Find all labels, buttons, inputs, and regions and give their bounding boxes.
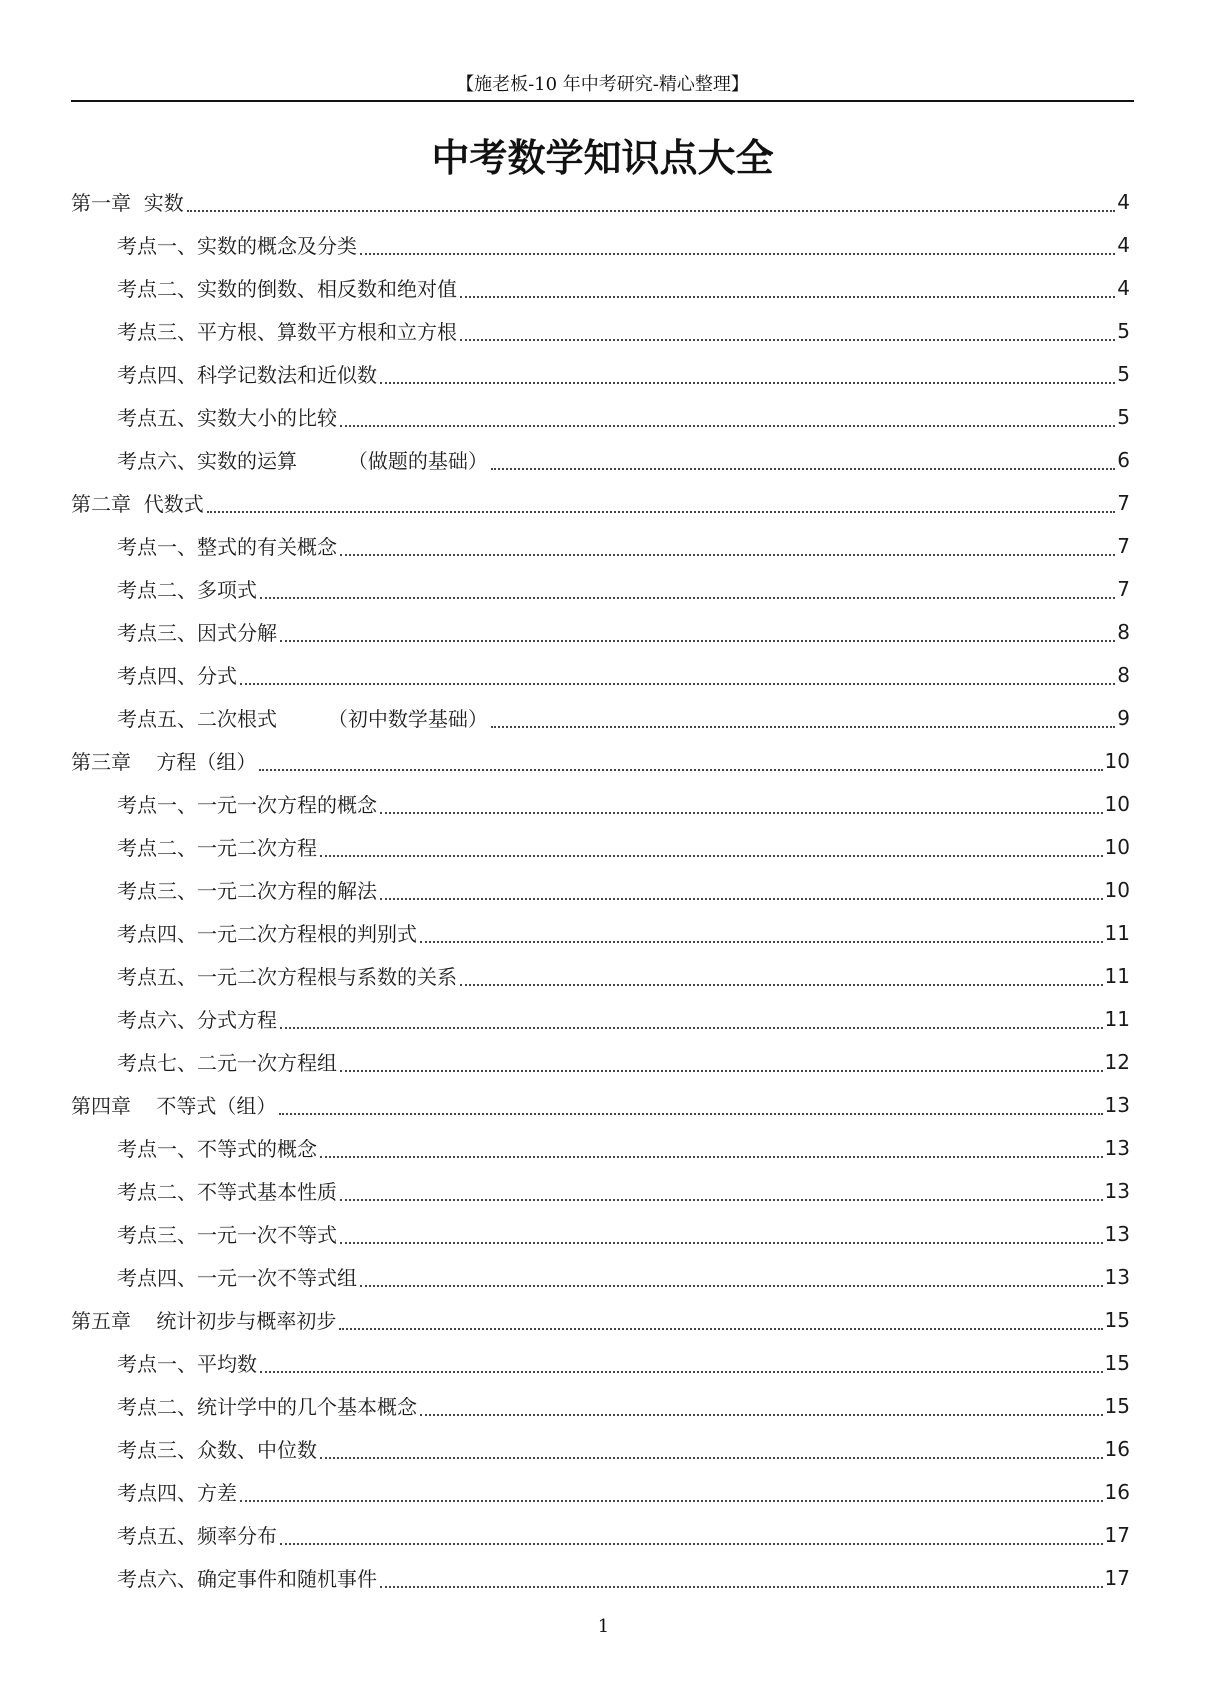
toc-entry-label: 考点四、科学记数法和近似数 [117, 363, 377, 387]
toc-entry-label: 第三章 方程（组） [71, 750, 257, 774]
toc-dot-leader [260, 1371, 1103, 1373]
toc-section-entry[interactable] [71, 1212, 1130, 1255]
toc-dot-leader [340, 1199, 1103, 1201]
toc-section-entry[interactable] [71, 438, 1130, 481]
toc-entry-label: 考点四、一元二次方程根的判别式 [117, 922, 417, 946]
toc-entry-page-number: 15 [1104, 1307, 1130, 1332]
toc-entry-page-number: 4 [1117, 232, 1130, 257]
toc-section-entry[interactable] [71, 1427, 1130, 1470]
toc-entry-label: 考点五、实数大小的比较 [117, 406, 337, 430]
toc-section-entry[interactable] [71, 223, 1130, 266]
toc-dot-leader [280, 1543, 1103, 1545]
toc-entry-page-number: 13 [1104, 1178, 1130, 1203]
toc-entry-label: 考点二、不等式基本性质 [117, 1180, 337, 1204]
toc-dot-leader [491, 468, 1115, 470]
toc-entry-page-number: 5 [1117, 361, 1130, 386]
toc-entry-label: 考点四、一元一次不等式组 [117, 1266, 357, 1290]
toc-entry-page-number: 13 [1104, 1135, 1130, 1160]
toc-dot-leader [340, 1070, 1103, 1072]
toc-entry-label: 考点六、分式方程 [117, 1008, 277, 1032]
toc-entry-page-number: 12 [1104, 1049, 1130, 1074]
toc-chapter-entry[interactable] [71, 1298, 1130, 1341]
toc-section-entry[interactable] [71, 696, 1130, 739]
toc-entry-page-number: 13 [1104, 1264, 1130, 1289]
toc-dot-leader [340, 425, 1115, 427]
running-header: 【施老板-10 年中考研究-精心整理】 [456, 74, 749, 95]
toc-entry-page-number: 10 [1104, 748, 1130, 773]
toc-dot-leader [240, 683, 1115, 685]
toc-entry-label: 考点一、不等式的概念 [117, 1137, 317, 1161]
toc-entry-label: 考点七、二元一次方程组 [117, 1051, 337, 1075]
toc-dot-leader [207, 511, 1116, 513]
toc-dot-leader [320, 855, 1103, 857]
toc-section-entry[interactable] [71, 567, 1130, 610]
toc-entry-page-number: 16 [1104, 1436, 1130, 1461]
toc-entry-label: 考点一、一元一次方程的概念 [117, 793, 377, 817]
toc-dot-leader [340, 1242, 1103, 1244]
toc-entry-label: 考点三、众数、中位数 [117, 1438, 317, 1462]
toc-entry-label: 考点五、一元二次方程根与系数的关系 [117, 965, 457, 989]
toc-entry-page-number: 9 [1117, 705, 1130, 730]
toc-section-entry[interactable] [71, 1169, 1130, 1212]
toc-entry-page-number: 4 [1117, 189, 1130, 214]
toc-entry-label: 考点五、二次根式 （初中数学基础） [117, 707, 488, 731]
toc-entry-label: 第五章 统计初步与概率初步 [71, 1309, 337, 1333]
toc-entry-page-number: 8 [1117, 662, 1130, 687]
toc-dot-leader [420, 941, 1103, 943]
toc-dot-leader [320, 1457, 1103, 1459]
toc-dot-leader [260, 597, 1115, 599]
toc-dot-leader [259, 769, 1102, 771]
toc-entry-page-number: 4 [1117, 275, 1130, 300]
toc-dot-leader [280, 640, 1115, 642]
page-number: 1 [597, 1616, 610, 1637]
toc-entry-label: 考点二、多项式 [117, 578, 257, 602]
toc-entry-page-number: 8 [1117, 619, 1130, 644]
toc-entry-label: 考点二、一元二次方程 [117, 836, 317, 860]
toc-section-entry[interactable] [71, 868, 1130, 911]
toc-entry-page-number: 10 [1104, 877, 1130, 902]
toc-entry-page-number: 10 [1104, 834, 1130, 859]
toc-chapter-entry[interactable] [71, 739, 1130, 782]
toc-section-entry[interactable] [71, 1040, 1130, 1083]
toc-entry-label: 考点三、因式分解 [117, 621, 277, 645]
toc-section-entry[interactable] [71, 309, 1130, 352]
toc-section-entry[interactable] [71, 825, 1130, 868]
toc-section-entry[interactable] [71, 1255, 1130, 1298]
toc-entry-page-number: 11 [1104, 963, 1130, 988]
toc-section-entry[interactable] [71, 1513, 1130, 1556]
toc-dot-leader [460, 296, 1115, 298]
toc-dot-leader [380, 1586, 1103, 1588]
toc-entry-page-number: 5 [1117, 404, 1130, 429]
toc-entry-page-number: 7 [1117, 533, 1130, 558]
toc-section-entry[interactable] [71, 524, 1130, 567]
toc-dot-leader [460, 984, 1103, 986]
toc-section-entry[interactable] [71, 911, 1130, 954]
toc-section-entry[interactable] [71, 1341, 1130, 1384]
toc-entry-label: 考点五、频率分布 [117, 1524, 277, 1548]
toc-entry-page-number: 17 [1104, 1565, 1130, 1590]
toc-entry-label: 考点一、整式的有关概念 [117, 535, 337, 559]
toc-entry-label: 考点四、方差 [117, 1481, 237, 1505]
toc-dot-leader [460, 339, 1115, 341]
toc-entry-label: 第一章 实数 [71, 191, 184, 215]
toc-entry-page-number: 7 [1117, 490, 1130, 515]
toc-dot-leader [280, 1027, 1103, 1029]
toc-section-entry[interactable] [71, 1470, 1130, 1513]
toc-section-entry[interactable] [71, 266, 1130, 309]
toc-dot-leader [491, 726, 1115, 728]
toc-entry-page-number: 11 [1104, 1006, 1130, 1031]
toc-chapter-entry[interactable] [71, 1083, 1130, 1126]
toc-dot-leader [360, 1285, 1103, 1287]
document-title: 中考数学知识点大全 [431, 136, 774, 180]
toc-section-entry[interactable] [71, 954, 1130, 997]
toc-entry-page-number: 13 [1104, 1221, 1130, 1246]
toc-entry-page-number: 15 [1104, 1350, 1130, 1375]
table-of-contents [71, 180, 1130, 1599]
toc-section-entry[interactable] [71, 1126, 1130, 1169]
toc-dot-leader [240, 1500, 1103, 1502]
toc-dot-leader [279, 1113, 1102, 1115]
toc-dot-leader [339, 1328, 1102, 1330]
toc-entry-label: 考点六、实数的运算 （做题的基础） [117, 449, 488, 473]
toc-entry-page-number: 16 [1104, 1479, 1130, 1504]
toc-chapter-entry[interactable] [71, 180, 1130, 223]
toc-entry-label: 考点四、分式 [117, 664, 237, 688]
toc-section-entry[interactable] [71, 1384, 1130, 1427]
toc-dot-leader [320, 1156, 1103, 1158]
toc-entry-label: 考点三、一元一次不等式 [117, 1223, 337, 1247]
toc-section-entry[interactable] [71, 653, 1130, 696]
toc-entry-page-number: 13 [1104, 1092, 1130, 1117]
toc-entry-page-number: 10 [1104, 791, 1130, 816]
toc-dot-leader [380, 382, 1115, 384]
toc-entry-page-number: 11 [1104, 920, 1130, 945]
toc-dot-leader [380, 898, 1103, 900]
toc-entry-label: 考点三、平方根、算数平方根和立方根 [117, 320, 457, 344]
toc-entry-label: 考点一、平均数 [117, 1352, 257, 1376]
toc-entry-page-number: 7 [1117, 576, 1130, 601]
toc-entry-label: 考点六、确定事件和随机事件 [117, 1567, 377, 1591]
toc-entry-label: 第二章 代数式 [71, 492, 204, 516]
toc-dot-leader [340, 554, 1115, 556]
toc-entry-label: 考点二、实数的倒数、相反数和绝对值 [117, 277, 457, 301]
toc-dot-leader [420, 1414, 1103, 1416]
toc-section-entry[interactable] [71, 395, 1130, 438]
toc-entry-page-number: 15 [1104, 1393, 1130, 1418]
toc-entry-page-number: 5 [1117, 318, 1130, 343]
toc-section-entry[interactable] [71, 997, 1130, 1040]
toc-dot-leader [360, 253, 1115, 255]
toc-entry-label: 第四章 不等式（组） [71, 1094, 277, 1118]
toc-section-entry[interactable] [71, 352, 1130, 395]
toc-section-entry[interactable] [71, 782, 1130, 825]
toc-dot-leader [187, 210, 1116, 212]
toc-entry-label: 考点二、统计学中的几个基本概念 [117, 1395, 417, 1419]
header-rule [71, 100, 1134, 102]
toc-section-entry[interactable] [71, 1556, 1130, 1599]
toc-entry-page-number: 6 [1117, 447, 1130, 472]
toc-entry-page-number: 17 [1104, 1522, 1130, 1547]
toc-dot-leader [380, 812, 1103, 814]
toc-section-entry[interactable] [71, 610, 1130, 653]
toc-chapter-entry[interactable] [71, 481, 1130, 524]
toc-entry-label: 考点一、实数的概念及分类 [117, 234, 357, 258]
toc-entry-label: 考点三、一元二次方程的解法 [117, 879, 377, 903]
